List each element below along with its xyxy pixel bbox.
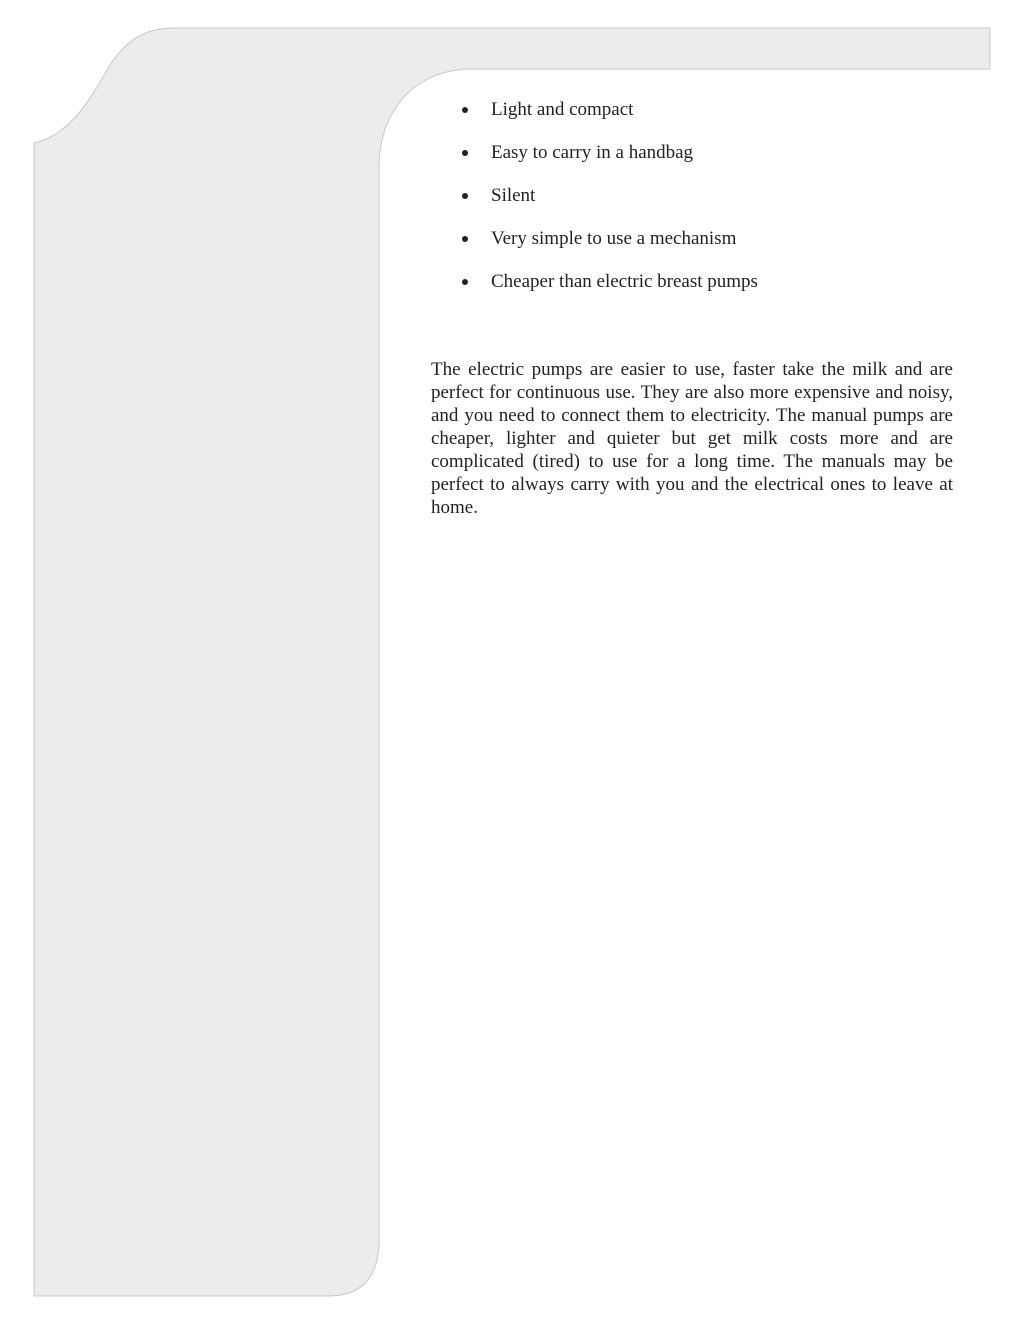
bullet-icon bbox=[462, 150, 468, 156]
bullet-text: Silent bbox=[491, 185, 536, 206]
bullet-item bbox=[462, 227, 758, 251]
bullet-item bbox=[462, 184, 758, 208]
feature-bullet-list bbox=[462, 98, 758, 313]
bullet-text: Easy to carry in a handbag bbox=[491, 142, 694, 163]
bullet-text: Light and compact bbox=[491, 99, 634, 120]
bullet-item bbox=[462, 270, 758, 294]
comparison-paragraph: The electric pumps are easier to use, faster take the milk and are perfect for continuous use. They are also more expensive and noisy, and you need to connect them to electricity. The manual pumps are cheaper, lighter and quieter but get milk costs more and are complicated (tired) to use for a long time. The manuals may be perfect to always carry with you and the electrical ones to leave at home. bbox=[431, 359, 953, 518]
bullet-text: Cheaper than electric breast pumps bbox=[491, 271, 758, 292]
bullet-icon bbox=[462, 193, 468, 199]
bullet-text: Very simple to use a mechanism bbox=[491, 228, 737, 249]
bullet-icon bbox=[462, 236, 468, 242]
bullet-icon bbox=[462, 107, 468, 113]
bullet-item bbox=[462, 98, 758, 122]
bullet-icon bbox=[462, 279, 468, 285]
bullet-item bbox=[462, 141, 758, 165]
